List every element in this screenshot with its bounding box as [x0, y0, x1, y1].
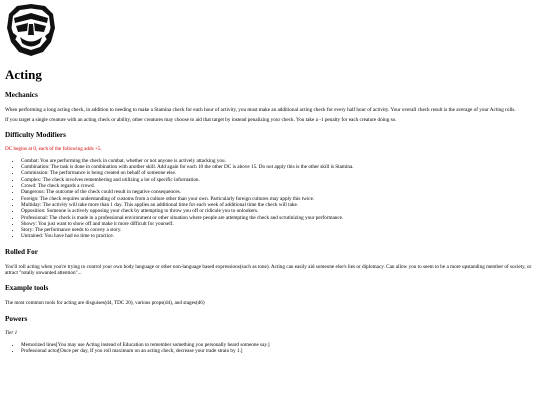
example-tools-heading: Example tools: [5, 284, 49, 293]
example-tools-paragraph: The most common tools for acting are disguises(d4, TDC 20), various props(d4), and stages(d6): [5, 300, 205, 307]
list-item: • Dangerous: The outcome of the check could result in negative consequences.: [21, 189, 535, 195]
list-item: • Untrained: You have had no time to practice.: [21, 233, 535, 239]
tier-label: Tier 1: [5, 329, 18, 336]
list-item: • Commission: The performance is being created on behalf of someone else.: [21, 170, 535, 176]
mechanics-heading: Mechanics: [5, 91, 38, 99]
mechanics-paragraph-1: When performing a long acting check, in addition to needing to make a Stamina check for each hour of activity, you must make an additional acting check for every half hour of activity. Your overall check result is the average of your Acting rolls.: [5, 107, 516, 113]
mechanics-paragraph-2: If you target a single creature with an acting check or ability, other creatures may choose to aid that target by instead penalizing your check. You take a -1 penalty for each creature doing so.: [5, 117, 397, 124]
rolled-for-paragraph: You'll roll acting when you're trying to control your own body language or other non-language based expressions(such as tone). Acting can easily aid someone else's lies or diplomacy. Can allow you to seem to be a more upstanding member of society, or attract "totally unwanted attention"...: [5, 263, 532, 277]
list-item: • Opposition: Someone is actively opposing your check by attempting to throw you off or ridicule you to onlookers.: [21, 208, 535, 214]
list-item: • Complex: The check involves remembering and utilizing a lot of specific information.: [21, 177, 535, 183]
theater-mask-icon: [3, 2, 59, 58]
rolled-for-heading: Rolled For: [5, 247, 38, 256]
page-title: Acting: [5, 67, 42, 82]
difficulty-list: [5, 158, 535, 240]
difficulty-intro: DC begins at 0, each of the following adds +5.: [5, 145, 102, 152]
list-item: • Crowd: The check regards a crowd.: [21, 183, 535, 189]
list-item: • Story: The performance needs to convey a story.: [21, 227, 535, 233]
powers-list: [5, 342, 535, 355]
difficulty-heading: Difficulty Modifiers: [5, 130, 66, 139]
list-item: • Multiday: The activity will take more than 1 day. This applies an additional time for each week of additional time the check will take.: [21, 202, 535, 208]
list-item: • Combat: You are performing the check in combat, whether or not anyone is actively attacking you.: [21, 158, 535, 164]
list-item: • Combination: The task is done in combination with another skill. Add again for each 10 the other DC is above 15. Do not apply this is the other skill is Stamina.: [21, 164, 535, 170]
list-item: • Professional actor[Once per day, If you roll maximum on an acting check, decrease your trade strain by 1.]: [21, 348, 535, 354]
list-item: • Showy: You just want to show off and make it more difficult for yourself.: [21, 221, 535, 227]
article-body: [5, 91, 535, 355]
list-item: • Professional: The check is made in a professional environment or other situation where people are attempting the check and scrutinizing your performance.: [21, 215, 535, 221]
list-item: • Foreign: The check requires understanding of customs from a culture other than your own. Particularly foreign cultures may apply this twice.: [21, 196, 535, 202]
powers-heading: Powers: [5, 314, 28, 323]
list-item: • Memorized lines[You may use Acting instead of Education to remember something you personally heard someone say.]: [21, 342, 535, 348]
